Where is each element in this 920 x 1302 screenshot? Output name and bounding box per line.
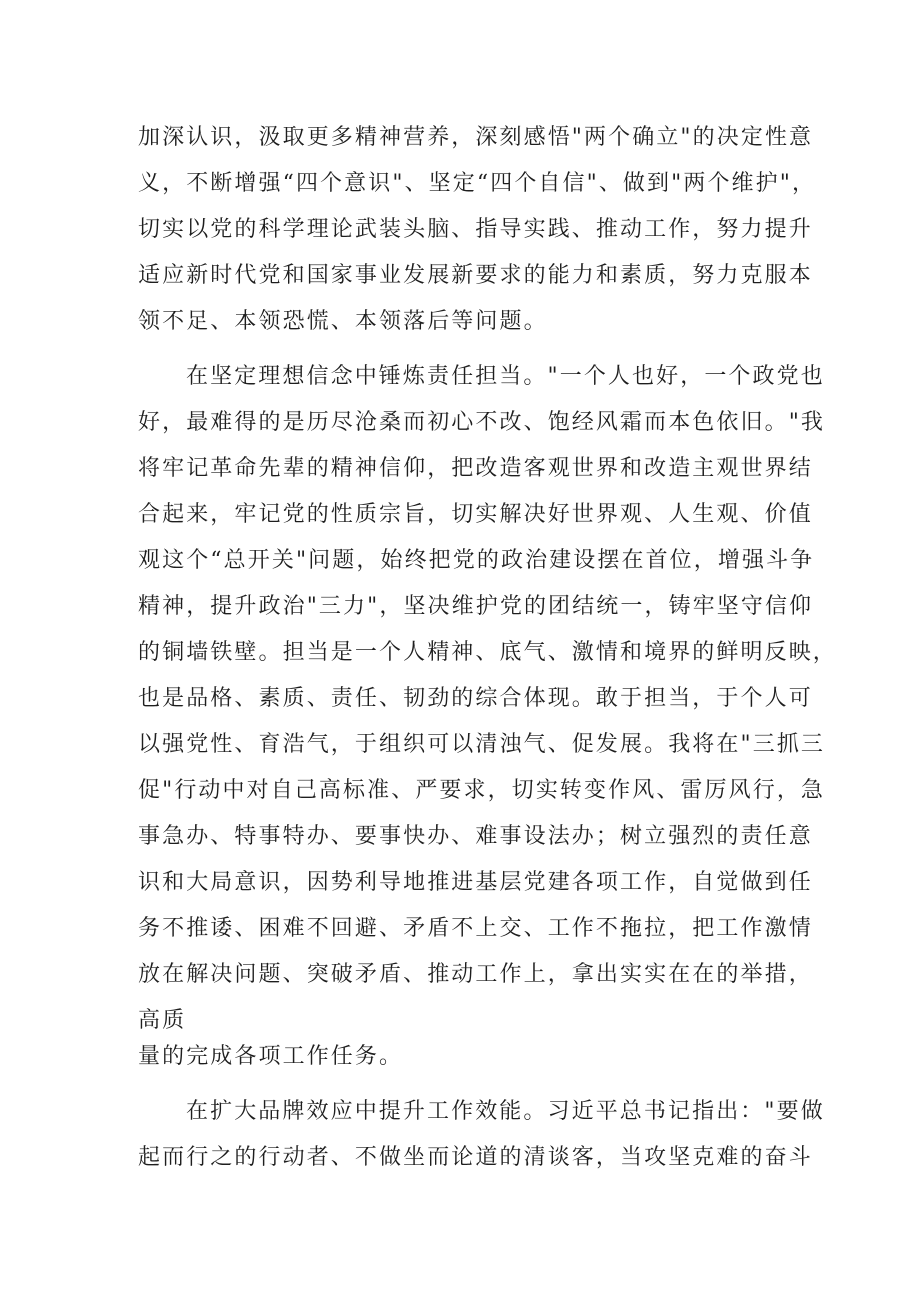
text-line: 放在解决问题、突破矛盾、推动工作上，拿出实实在在的举措，	[138, 962, 813, 987]
paragraph-heading-line: 在坚定理想信念中锤炼责任担当。"一个人也好，一个政党也	[186, 364, 825, 389]
text-line: 义，不断增强“四个意识"、坚定“四个自信"、做到"两个维护"，	[138, 171, 817, 196]
text-line: 适应新时代党和国家事业发展新要求的能力和素质，努力克服本	[138, 263, 813, 288]
text-line: 以强党性、育浩气，于组织可以清浊气、促发展。我将在"三抓三	[138, 732, 826, 757]
text-line: 的铜墙铁壁。担当是一个人精神、底气、激情和境界的鲜明反映，	[138, 640, 837, 665]
text-line: 合起来，牢记党的性质宗旨，切实解决好世界观、人生观、价值	[138, 502, 813, 527]
text-line: 起而行之的行动者、不做坐而论道的清谈客，当攻坚克难的奋斗	[138, 1145, 813, 1170]
text-line: 领不足、本领恐慌、本领落后等问题。	[138, 309, 548, 334]
text-line: 量的完成各项工作任务。	[138, 1044, 404, 1069]
text-line: 也是品格、素质、责任、韧劲的综合体现。敢于担当，于个人可	[138, 686, 813, 711]
text-line: 促"行动中对自己高标准、严要求，切实转变作风、雷厉风行，急	[138, 778, 826, 803]
text-line: 好，最难得的是历尽沧桑而初心不改、饱经风霜而本色依旧。"我	[138, 410, 826, 435]
text-line: 事急办、特事特办、要事快办、难事设法办；树立强烈的责任意	[138, 824, 813, 849]
text-line: 切实以党的科学理论武装头脑、指导实践、推动工作，努力提升	[138, 217, 813, 242]
text-line: 高质	[138, 1008, 187, 1033]
text-line: 观这个“总开关"问题，始终把党的政治建设摆在首位，增强斗争	[138, 548, 815, 573]
text-line: 务不推诿、困难不回避、矛盾不上交、工作不拖拉，把工作激情	[138, 916, 813, 941]
text-line: 将牢记革命先辈的精神信仰，把改造客观世界和改造主观世界结	[138, 456, 813, 481]
text-line: 识和大局意识，因势利导地推进基层党建各项工作，自觉做到任	[138, 870, 813, 895]
paragraph-heading-line: 在扩大品牌效应中提升工作效能。习近平总书记指出："要做	[186, 1099, 825, 1124]
text-line: 加深认识，汲取更多精神营养，深刻感悟"两个确立"的决定性意	[138, 125, 814, 150]
text-line: 精神，提升政治"三力"，坚决维护党的团结统一，铸牢坚守信仰	[138, 594, 814, 619]
